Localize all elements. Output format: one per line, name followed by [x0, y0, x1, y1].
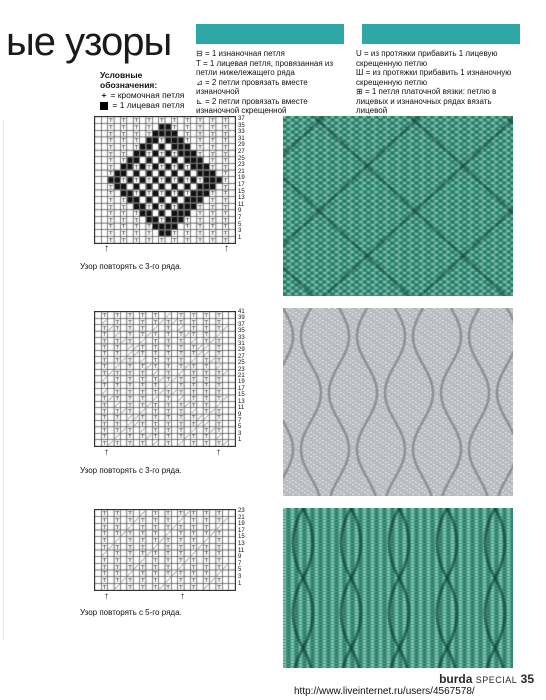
teal-bar-left — [196, 24, 344, 44]
row-number: 29 — [238, 347, 245, 354]
row-number: 25 — [238, 360, 245, 367]
row-number: 23 — [238, 162, 245, 169]
symbol-m1-purl — [356, 68, 518, 87]
legend-edge — [100, 90, 184, 100]
source-url: http://www.liveinternet.ru/users/4567578/ — [294, 686, 475, 697]
chart-2-caption: Узор повторять с 3-го ряда. — [80, 466, 182, 475]
symbol-p2tog-tbl-text: = 2 петли провязать вместе изнаночной скрещенной — [196, 96, 308, 115]
symbol-p2tog — [196, 78, 344, 97]
row-number: 21 — [238, 514, 245, 521]
chart-2-grid — [95, 312, 235, 446]
footer-brand: burda — [439, 672, 473, 686]
row-number: 33 — [238, 334, 245, 341]
page-footer — [439, 672, 534, 686]
arrow-up-icon: ↑ — [104, 447, 109, 458]
legend-heading: Условные — [100, 70, 143, 80]
row-number: 7 — [238, 417, 242, 424]
row-number: 5 — [238, 567, 242, 574]
row-number: 21 — [238, 373, 245, 380]
symbol-m1-knit-text: = из протяжки прибавить 1 лицевую скрещенную петлю — [356, 49, 498, 68]
symbols-column-middle — [196, 49, 344, 116]
row-number: 27 — [238, 353, 245, 360]
row-number: 19 — [238, 379, 245, 386]
row-number: 13 — [238, 398, 245, 405]
chart-2-row-numbers — [238, 309, 245, 444]
row-number: 15 — [238, 188, 245, 195]
row-number: 23 — [238, 366, 245, 373]
swatch-2-image — [283, 308, 513, 496]
arrow-up-icon: ↑ — [180, 591, 185, 602]
swatch-photo-2 — [283, 308, 513, 496]
swatch-photo-3 — [283, 508, 513, 668]
row-number: 35 — [238, 328, 245, 335]
symbol-purl-text: = 1 изнаночная петля — [204, 49, 285, 58]
arrow-up-icon: ↑ — [224, 243, 229, 254]
row-number: 17 — [238, 181, 245, 188]
p2tog-icon: ⊿ — [196, 77, 203, 87]
knitting-chart-1 — [94, 116, 236, 244]
swatch-photo-1 — [283, 116, 513, 296]
row-number: 27 — [238, 148, 245, 155]
page-fold — [3, 120, 4, 640]
arrow-up-icon: ↑ — [216, 447, 221, 458]
legend-heading-2: обозначения: — [100, 80, 158, 90]
legend-edge-text: = кромочная петля — [110, 90, 185, 100]
row-number: 7 — [238, 560, 242, 567]
row-number: 11 — [238, 405, 245, 412]
row-number: 3 — [238, 573, 242, 580]
row-number: 5 — [238, 221, 242, 228]
row-number: 17 — [238, 385, 245, 392]
row-number: 13 — [238, 540, 245, 547]
row-number: 29 — [238, 142, 245, 149]
row-number: 11 — [238, 547, 245, 554]
row-number: 9 — [238, 554, 242, 561]
row-number: 33 — [238, 129, 245, 136]
symbols-column-right — [356, 49, 518, 116]
symbol-knit-below-text: = 1 лицевая петля, провязанная из петли нижележащего ряда — [196, 58, 334, 77]
row-number: 17 — [238, 527, 245, 534]
row-number: 15 — [238, 534, 245, 541]
garter-icon: ⊞ — [356, 87, 363, 96]
symbol-m1-knit — [356, 49, 518, 68]
symbol-garter-text: = 1 петля платочной вязки: петлю в лицевых и изнаночных рядах вязать лицевой — [356, 87, 497, 115]
row-number: 13 — [238, 195, 245, 202]
row-number: 11 — [238, 201, 245, 208]
symbol-purl — [196, 49, 344, 59]
purl-icon: ⊟ — [196, 49, 203, 58]
row-number: 5 — [238, 424, 242, 431]
footer-special: SPECIAL — [475, 675, 518, 685]
row-number: 31 — [238, 135, 245, 142]
row-number: 35 — [238, 122, 245, 129]
knitting-chart-2 — [94, 311, 236, 447]
edge-stitch-icon: + — [101, 90, 107, 100]
row-number: 1 — [238, 437, 242, 444]
symbol-garter — [356, 87, 518, 116]
page-number: 35 — [520, 672, 534, 686]
row-number: 1 — [238, 234, 242, 241]
row-number: 21 — [238, 168, 245, 175]
row-number: 3 — [238, 430, 242, 437]
row-number: 15 — [238, 392, 245, 399]
chart-1-grid — [95, 117, 235, 243]
teal-bar-right — [362, 24, 520, 44]
symbol-knit-below — [196, 59, 344, 78]
knitting-chart-3 — [94, 509, 236, 591]
legend — [100, 70, 184, 110]
row-number: 39 — [238, 315, 245, 322]
m1-knit-icon: U — [356, 49, 362, 58]
page-title: ые узоры — [6, 20, 172, 64]
swatch-1-image — [283, 116, 513, 296]
row-number: 1 — [238, 580, 242, 587]
swatch-3-image — [283, 508, 513, 668]
row-number: 3 — [238, 228, 242, 235]
row-number: 25 — [238, 155, 245, 162]
symbol-m1-purl-text: = из протяжки прибавить 1 изнаночную скрещенную петлю — [356, 68, 512, 87]
chart-1-row-numbers — [238, 116, 245, 241]
knit-below-icon: T — [196, 58, 201, 68]
chart-3-grid — [95, 510, 235, 590]
row-number: 23 — [238, 508, 245, 514]
row-number: 9 — [238, 208, 242, 215]
p2tog-tbl-icon: ⊾ — [196, 96, 203, 106]
row-number: 9 — [238, 411, 242, 418]
symbol-p2tog-tbl — [196, 97, 344, 116]
legend-knit-text: = 1 лицевая петля — [112, 100, 185, 110]
symbol-p2tog-text: = 2 петли провязать вместе изнаночной — [196, 77, 308, 96]
row-number: 19 — [238, 175, 245, 182]
m1-purl-icon: Ш — [356, 68, 364, 77]
row-number: 37 — [238, 116, 245, 122]
row-number: 7 — [238, 214, 242, 221]
row-number: 19 — [238, 521, 245, 528]
row-number: 31 — [238, 341, 245, 348]
arrow-up-icon: ↑ — [104, 243, 109, 254]
row-number: 41 — [238, 309, 245, 315]
arrow-up-icon: ↑ — [104, 591, 109, 602]
knit-stitch-icon — [100, 102, 108, 110]
chart-3-caption: Узор повторять с 5-го ряда. — [80, 608, 182, 617]
legend-knit — [100, 100, 184, 110]
chart-3-row-numbers — [238, 508, 245, 587]
row-number: 37 — [238, 321, 245, 328]
chart-1-caption: Узор повторять с 3-го ряда. — [80, 262, 182, 271]
